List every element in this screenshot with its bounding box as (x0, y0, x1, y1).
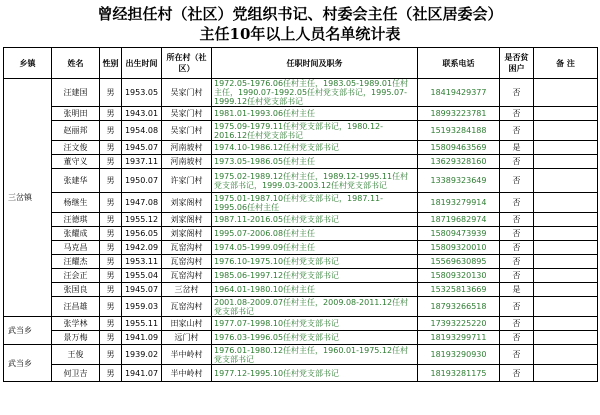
phone-cell: 15809320130 (418, 269, 500, 283)
birth-cell: 1950.07 (122, 169, 162, 193)
table-row (4, 345, 598, 365)
duration-cell: 1974.10-1986.12任村党支部书记 (212, 141, 418, 155)
poor-cell: 是 (500, 141, 534, 155)
birth-cell: 1955.12 (122, 213, 162, 227)
remark-cell (534, 331, 598, 345)
birth-cell: 1953.05 (122, 79, 162, 107)
birth-cell: 1941.09 (122, 331, 162, 345)
town-cell: 武当乡 (4, 345, 52, 382)
header-birth: 出生时间 (122, 48, 162, 79)
name-cell: 张国良 (52, 283, 100, 297)
remark-cell (534, 365, 598, 382)
birth-cell: 1939.02 (122, 345, 162, 365)
gender-cell: 男 (100, 317, 122, 331)
header-poor: 是否贫困户 (500, 48, 534, 79)
phone-cell: 18419429377 (418, 79, 500, 107)
village-cell: 远门村 (162, 331, 212, 345)
poor-cell: 否 (500, 331, 534, 345)
poor-cell: 是 (500, 283, 534, 297)
duration-cell: 1976.03-1996.05任村党支部书记 (212, 331, 418, 345)
poor-cell: 否 (500, 269, 534, 283)
village-cell: 瓦窑沟村 (162, 269, 212, 283)
birth-cell: 1943.01 (122, 107, 162, 121)
header-town: 乡镇 (4, 48, 52, 79)
phone-cell: 18193279914 (418, 193, 500, 213)
name-cell: 汪建国 (52, 79, 100, 107)
birth-cell: 1945.07 (122, 283, 162, 297)
table-row (4, 331, 598, 345)
header-village: 所在村（社区） (162, 48, 212, 79)
header-name: 姓名 (52, 48, 100, 79)
poor-cell: 否 (500, 121, 534, 141)
name-cell: 张建华 (52, 169, 100, 193)
remark-cell (534, 107, 598, 121)
table-row (4, 121, 598, 141)
table-row (4, 193, 598, 213)
birth-cell: 1941.07 (122, 365, 162, 382)
remark-cell (534, 227, 598, 241)
document-title-line1: 曾经担任村（社区）党组织书记、村委会主任（社区居委会） (97, 5, 503, 23)
gender-cell: 男 (100, 193, 122, 213)
phone-cell: 18793266518 (418, 297, 500, 317)
gender-cell: 男 (100, 107, 122, 121)
village-cell: 瓦窑沟村 (162, 297, 212, 317)
gender-cell: 男 (100, 79, 122, 107)
duration-cell: 1976.01-1980.12任村主任，1960.01-1975.12任村党支部书记 (212, 345, 418, 365)
gender-cell: 男 (100, 365, 122, 382)
phone-cell: 15569630895 (418, 255, 500, 269)
village-cell: 瓦窑沟村 (162, 241, 212, 255)
gender-cell: 男 (100, 255, 122, 269)
gender-cell: 男 (100, 269, 122, 283)
name-cell: 董守义 (52, 155, 100, 169)
phone-cell: 18193299711 (418, 331, 500, 345)
remark-cell (534, 121, 598, 141)
table-row (4, 241, 598, 255)
village-cell: 许家门村 (162, 169, 212, 193)
phone-cell: 15809463569 (418, 141, 500, 155)
poor-cell: 否 (500, 155, 534, 169)
phone-cell: 13389323649 (418, 169, 500, 193)
town-cell: 武当乡 (4, 317, 52, 345)
duration-cell: 1977.12-1995.10任村党支部书记 (212, 365, 418, 382)
duration-cell: 2001.08-2009.07任村主任，2009.08-2011.12任村党支部书记 (212, 297, 418, 317)
duration-cell: 1975.09-1979.11任村党支部书记，1980.12-2016.12任村党支部书记 (212, 121, 418, 141)
name-cell: 张明田 (52, 107, 100, 121)
phone-cell: 15325813669 (418, 283, 500, 297)
remark-cell (534, 317, 598, 331)
table-row (4, 141, 598, 155)
gender-cell: 男 (100, 297, 122, 317)
remark-cell (534, 141, 598, 155)
gender-cell: 男 (100, 241, 122, 255)
name-cell: 景万梅 (52, 331, 100, 345)
phone-cell: 18193281175 (418, 365, 500, 382)
phone-cell: 18719682974 (418, 213, 500, 227)
village-cell: 半中岭村 (162, 365, 212, 382)
village-cell: 三岔村 (162, 283, 212, 297)
table-row (4, 169, 598, 193)
poor-cell: 否 (500, 297, 534, 317)
gender-cell: 男 (100, 121, 122, 141)
gender-cell: 男 (100, 345, 122, 365)
village-cell: 田家山村 (162, 317, 212, 331)
village-cell: 吴家门村 (162, 107, 212, 121)
duration-cell: 1974.05-1999.09任村主任 (212, 241, 418, 255)
name-cell: 汪昌雄 (52, 297, 100, 317)
poor-cell: 否 (500, 241, 534, 255)
name-cell: 汪耀杰 (52, 255, 100, 269)
duration-cell: 1977.07-1998.10任村党支部书记 (212, 317, 418, 331)
birth-cell: 1947.08 (122, 193, 162, 213)
name-cell: 张耀成 (52, 227, 100, 241)
remark-cell (534, 255, 598, 269)
poor-cell: 否 (500, 169, 534, 193)
birth-cell: 1955.04 (122, 269, 162, 283)
duration-cell: 1987.11-2016.05任村党支部书记 (212, 213, 418, 227)
table-row (4, 283, 598, 297)
phone-cell: 15809473939 (418, 227, 500, 241)
phone-cell: 17393225220 (418, 317, 500, 331)
poor-cell: 否 (500, 193, 534, 213)
poor-cell: 否 (500, 227, 534, 241)
table-header-row (4, 48, 598, 79)
name-cell: 汪文俊 (52, 141, 100, 155)
duration-cell: 1973.05-1986.05任村主任 (212, 155, 418, 169)
village-cell: 吴家门村 (162, 121, 212, 141)
table-row (4, 155, 598, 169)
personnel-table (3, 47, 598, 382)
table-row (4, 79, 598, 107)
poor-cell: 否 (500, 79, 534, 107)
duration-cell: 1975.02-1989.12任村主任，1989.12-1995.11任村党支部书记，1999.03-2003.12任村党支部书记 (212, 169, 418, 193)
duration-cell: 1995.07-2006.08任村主任 (212, 227, 418, 241)
header-duration: 任职时间及职务 (212, 48, 418, 79)
table-row (4, 107, 598, 121)
duration-cell: 1976.10-1975.10任村党支部书记 (212, 255, 418, 269)
village-cell: 河南坡村 (162, 155, 212, 169)
remark-cell (534, 169, 598, 193)
gender-cell: 男 (100, 141, 122, 155)
duration-cell: 1985.06-1997.12任村党支部书记 (212, 269, 418, 283)
gender-cell: 男 (100, 213, 122, 227)
remark-cell (534, 213, 598, 227)
header-gender: 性别 (100, 48, 122, 79)
birth-cell: 1945.07 (122, 141, 162, 155)
remark-cell (534, 193, 598, 213)
gender-cell: 男 (100, 283, 122, 297)
birth-cell: 1937.11 (122, 155, 162, 169)
birth-cell: 1959.03 (122, 297, 162, 317)
name-cell: 汪会正 (52, 269, 100, 283)
village-cell: 吴家门村 (162, 79, 212, 107)
name-cell: 张学林 (52, 317, 100, 331)
phone-cell: 15809320010 (418, 241, 500, 255)
name-cell: 赵丽邦 (52, 121, 100, 141)
name-cell: 王俊 (52, 345, 100, 365)
poor-cell: 否 (500, 213, 534, 227)
poor-cell: 否 (500, 345, 534, 365)
birth-cell: 1942.09 (122, 241, 162, 255)
village-cell: 河南坡村 (162, 141, 212, 155)
gender-cell: 男 (100, 169, 122, 193)
header-phone: 联系电话 (418, 48, 500, 79)
phone-cell: 18993223781 (418, 107, 500, 121)
duration-cell: 1981.01-1993.06任村主任 (212, 107, 418, 121)
remark-cell (534, 345, 598, 365)
village-cell: 刘家阁村 (162, 193, 212, 213)
remark-cell (534, 283, 598, 297)
phone-cell: 18193290930 (418, 345, 500, 365)
poor-cell: 否 (500, 107, 534, 121)
table-row (4, 227, 598, 241)
birth-cell: 1956.05 (122, 227, 162, 241)
poor-cell: 否 (500, 255, 534, 269)
birth-cell: 1955.11 (122, 317, 162, 331)
table-row (4, 317, 598, 331)
poor-cell: 否 (500, 365, 534, 382)
duration-cell: 1964.01-1980.10任村主任 (212, 283, 418, 297)
document-title-line2: 主任10年以上人员名单统计表 (199, 25, 401, 43)
phone-cell: 13629328160 (418, 155, 500, 169)
poor-cell: 否 (500, 317, 534, 331)
remark-cell (534, 155, 598, 169)
remark-cell (534, 79, 598, 107)
table-row (4, 297, 598, 317)
village-cell: 半中岭村 (162, 345, 212, 365)
remark-cell (534, 269, 598, 283)
town-cell: 三岔镇 (4, 79, 52, 317)
phone-cell: 15193284188 (418, 121, 500, 141)
table-row (4, 269, 598, 283)
header-remark: 备 注 (534, 48, 598, 79)
table-row (4, 213, 598, 227)
duration-cell: 1975.01-1987.10任村党支部书记，1987.11-1995.06任村主任 (212, 193, 418, 213)
remark-cell (534, 297, 598, 317)
birth-cell: 1954.08 (122, 121, 162, 141)
name-cell: 何卫吉 (52, 365, 100, 382)
name-cell: 杨继生 (52, 193, 100, 213)
village-cell: 刘家阁村 (162, 213, 212, 227)
gender-cell: 男 (100, 227, 122, 241)
name-cell: 马克昌 (52, 241, 100, 255)
duration-cell: 1972.05-1976.06任村主任，1983.05-1989.01任村主任，1990.07-1992.05任村党支部书记，1995.07-1999.12任村党支部书记 (212, 79, 418, 107)
name-cell: 汪德琪 (52, 213, 100, 227)
birth-cell: 1953.11 (122, 255, 162, 269)
village-cell: 刘家阁村 (162, 227, 212, 241)
village-cell: 瓦窑沟村 (162, 255, 212, 269)
remark-cell (534, 241, 598, 255)
table-row (4, 365, 598, 382)
table-row (4, 255, 598, 269)
gender-cell: 男 (100, 331, 122, 345)
gender-cell: 男 (100, 155, 122, 169)
